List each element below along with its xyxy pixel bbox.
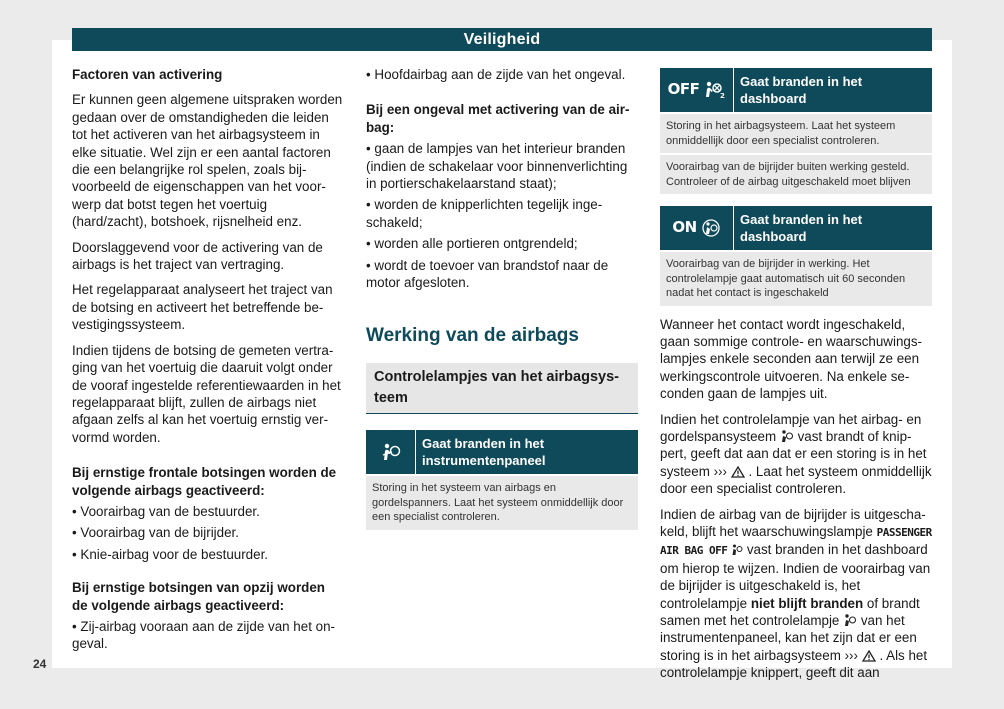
paragraph	[660, 411, 932, 498]
warning-triangle-icon	[862, 650, 876, 662]
cross-reference-arrows[interactable]: ›››	[713, 463, 727, 479]
emphasis-text: niet blijft branden	[750, 595, 864, 611]
cross-reference-arrows[interactable]: ›››	[844, 647, 858, 663]
list-item: • worden alle portieren ontgrendeld;	[366, 235, 638, 252]
heading-side-collisions: Bij ernstige botsingen van opzij worden de volgende airbags geactiveerd:	[72, 580, 325, 613]
page-header: Veiligheid	[72, 28, 932, 51]
lamp-table-on	[660, 206, 932, 306]
list-item: • Knie-airbag voor de bestuurder.	[72, 546, 344, 563]
passenger-airbag-off-label: PASSENGER AIR BAG OFF	[660, 525, 932, 558]
list-item: • Voorairbag van de bijrijder.	[72, 524, 344, 541]
passenger-airbag-on-icon	[660, 206, 734, 250]
lamp-table-header	[366, 430, 638, 474]
column-3	[660, 68, 932, 690]
lamp-table-heading: Gaat branden in het dashboard	[740, 74, 863, 106]
list-item: • gaan de lampjes van het interieur branden (indien de schakelaar voor binnenverlichting in portierschakelaarstand staat);	[366, 140, 638, 192]
lamp-table-heading: Gaat branden in het instrumentenpaneel	[422, 436, 546, 469]
lamp-table-header	[660, 68, 932, 112]
paragraph: Het regelapparaat analyseert het traject van de botsing en activeert het betreffende bevestigingssysteem.	[72, 282, 333, 333]
lamp-table-instrument	[366, 430, 638, 530]
passenger-airbag-off-icon	[660, 68, 734, 112]
list-item: • Hoofdairbag aan de zijde van het ongeval.	[366, 66, 638, 83]
heading-activation-factors: Factoren van activering	[72, 67, 223, 82]
lamp-table-row: Voorairbag van de bijrijder buiten werking gesteld. Controleer of de airbag uitgeschakeld moet blijven	[660, 153, 932, 194]
section-title: Werking van de airbags	[366, 325, 579, 347]
paragraph: Indien tijdens de botsing de gemeten vertraging van het voertuig die daaruit volgt onder de vooraf ingestelde referentiewaarden in het regelapparaat blijft, zullen de airbags niet afgaan zelfs al kan het voertuig ernstig vervormd worden.	[72, 342, 341, 445]
off-label: OFF	[667, 80, 700, 99]
paragraph: Doorslaggevend voor de activering van de airbags is het traject van vertraging.	[72, 239, 323, 273]
lamp-table-row: Storing in het airbagsysteem. Laat het systeem onmiddellijk door een specialist controleren.	[660, 112, 932, 153]
on-label: ON	[672, 218, 697, 237]
paragraph-text: Indien de airbag van de bijrijder is uitgeschakeld, blijft het waarschuwingslampje	[660, 506, 926, 539]
paragraph-text: . Laat het systeem onmiddellijk door een specialist controleren.	[660, 463, 932, 497]
lamp-table-header	[660, 206, 932, 250]
lamp-table-off	[660, 68, 932, 194]
airbag-person-icon	[780, 430, 794, 443]
list-item: • worden de knipperlichten tegelijk ingeschakeld;	[366, 196, 638, 231]
svg-text:2: 2	[720, 92, 726, 99]
paragraph-text: van het instrumentenpaneel, kan het zijn dat er een storing is in het airbagsysteem	[660, 613, 917, 663]
list-item: • Voorairbag van de bestuurder.	[72, 503, 344, 520]
passenger-airbag-icon	[701, 219, 721, 237]
lamp-table-row: Voorairbag van de bijrijder in werking. Het controlelampje gaat automatisch uit 60 seconden nadat het contact is ingeschakeld	[660, 250, 932, 306]
passenger-airbag-icon	[703, 81, 725, 99]
list-item: • Zij-airbag vooraan aan de zijde van het ongeval.	[72, 618, 344, 653]
paragraph-text: . Als het controlelampje knippert, geeft dit aan	[660, 647, 928, 681]
paragraph-text: Indien het controlelampje van het airbag- en gordelspansysteem	[660, 411, 922, 444]
page-number: 24	[33, 657, 47, 671]
heading-frontal-collisions: Bij ernstige frontale botsingen worden de volgende airbags geactiveerd:	[72, 465, 337, 498]
airbag-person-icon	[843, 614, 857, 627]
subsection-title: Controlelampjes van het airbagsysteem	[366, 363, 638, 414]
paragraph-text: vast brandt of knippert, geeft dat aan dat er een storing is in het systeem	[660, 428, 927, 479]
airbag-person-icon	[366, 430, 416, 474]
column-1	[72, 66, 344, 657]
paragraph: Wanneer het contact wordt ingeschakeld, gaan sommige controle- en waarschuwingslampjes enkele seconden aan terwijl ze een werkingscontrole uitvoeren. Na enkele seconden gaan de lampjes uit.	[660, 316, 922, 402]
paragraph-text: vast branden in het dashboard om hierop te wijzen. Indien de voorairbag van de bijrijder is uitgeschakeld is, het controlelampje	[660, 542, 931, 611]
lamp-table-heading: Gaat branden in het dashboard	[740, 212, 863, 244]
heading-accident-activation: Bij een ongeval met activering van de airbag:	[366, 102, 630, 135]
paragraph-text: of brandt samen met het controlelampje	[660, 595, 920, 628]
column-2	[366, 66, 638, 538]
warning-triangle-icon	[731, 466, 745, 478]
paragraph	[660, 506, 932, 682]
paragraph: Er kunnen geen algemene uitspraken worden gedaan over de omstandigheden die leiden tot het activeren van het airbagsysteem in elke situatie. Wel zijn er een aantal factoren die een belangrijke rol spelen, zoals bijvoorbeeld de eigenschappen van het voorwerp dat botst tegen het voertuig (hard/zacht), botshoek, rijsnelheid enz.	[72, 92, 343, 230]
passenger-airbag-icon	[731, 544, 743, 556]
lamp-table-row: Storing in het systeem van airbags en gordelspanners. Laat het systeem onmiddellijk door een specialist controleren.	[366, 474, 638, 530]
list-item: • wordt de toevoer van brandstof naar de motor afgesloten.	[366, 257, 638, 292]
